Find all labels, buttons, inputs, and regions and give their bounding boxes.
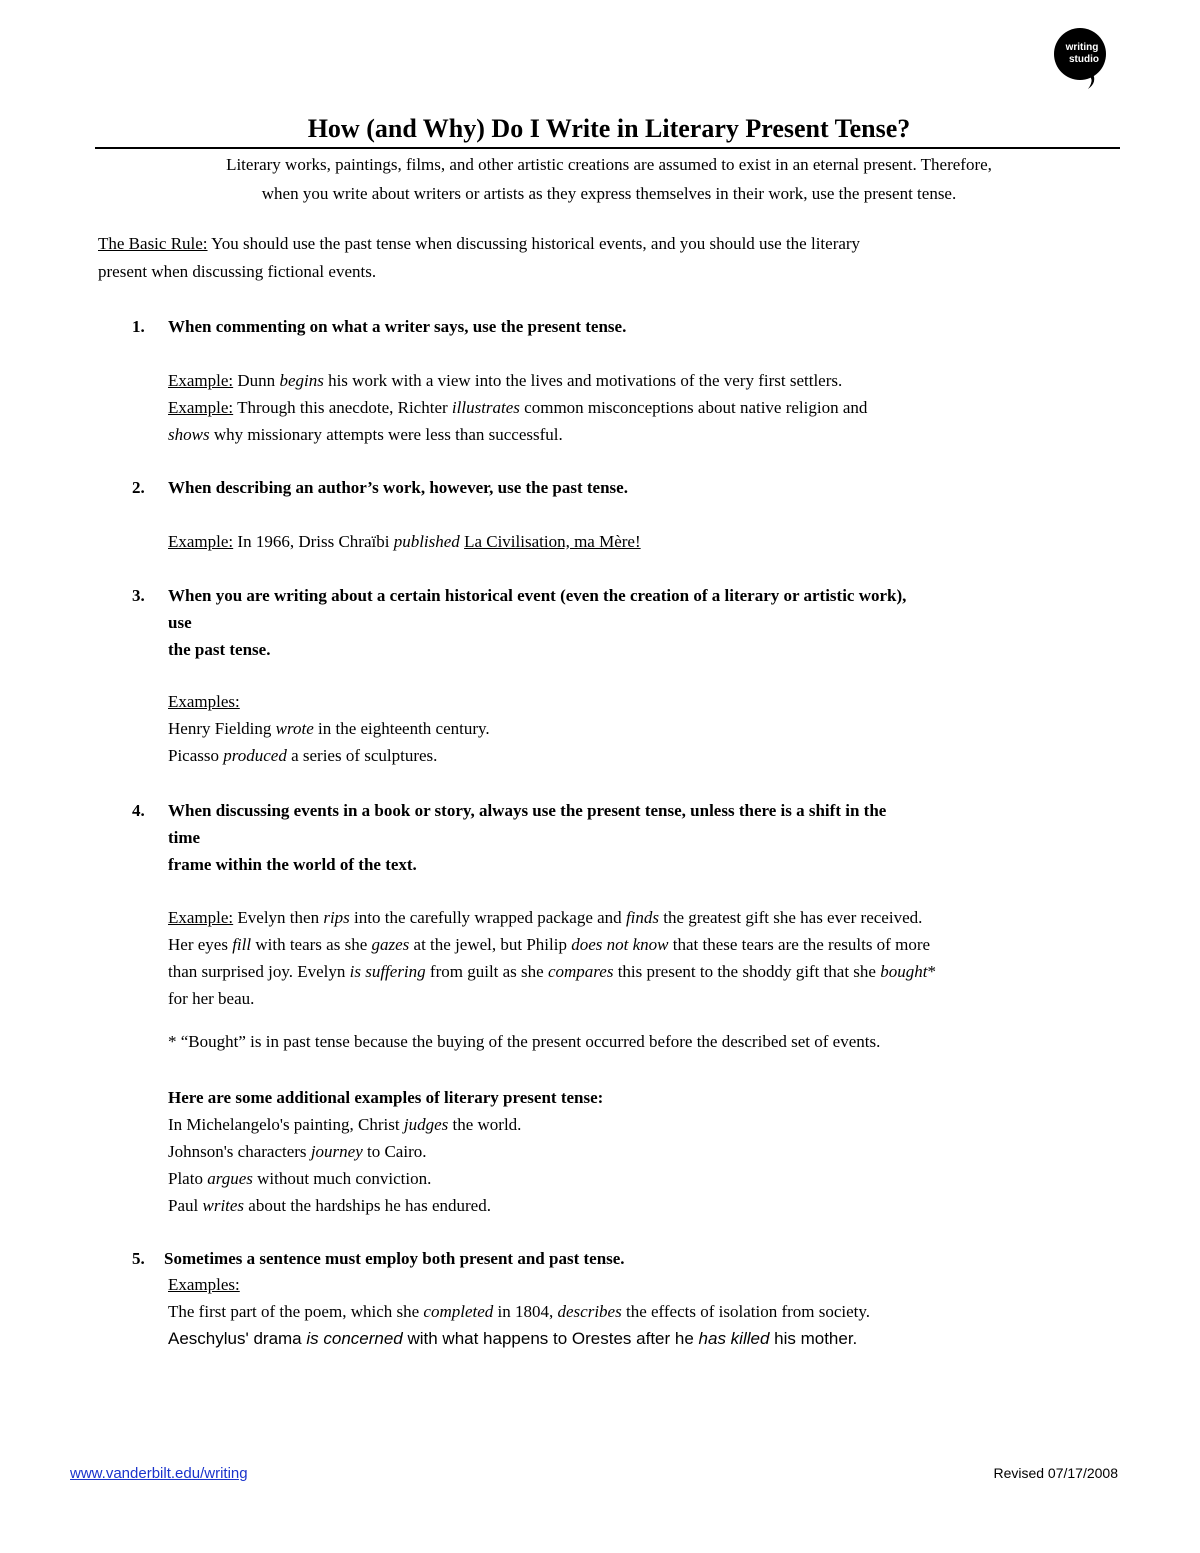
example-label: Example: — [168, 908, 234, 927]
rule-heading: Sometimes a sentence must employ both present and past tense. — [164, 1249, 625, 1268]
intro-line: when you write about writers or artists as they express themselves in their work, use the present tense. — [261, 184, 957, 203]
rule-heading: When you are writing about a certain historical event (even the creation of a literary or artistic work), use the past tense. — [168, 586, 907, 659]
revision-date: Revised 07/17/2008 — [993, 1465, 1118, 1481]
rule-number: 4. — [132, 801, 145, 820]
title-divider — [95, 147, 1120, 149]
intro-paragraph — [98, 150, 1120, 208]
basic-rule-text: You should use the past tense when discussing historical events, and you should use the literary — [207, 234, 861, 253]
basic-rule-paragraph — [98, 230, 1120, 286]
website-link[interactable]: www.vanderbilt.edu/writing — [70, 1465, 248, 1482]
rule-heading: When commenting on what a writer says, use the present tense. — [168, 317, 627, 336]
example-label: Example: — [168, 532, 234, 551]
basic-rule-label: The Basic Rule: — [98, 234, 208, 253]
rule-number: 5. — [132, 1249, 145, 1268]
writing-studio-logo — [1052, 26, 1114, 90]
example-label: Examples: — [168, 1275, 240, 1294]
rule-heading: When describing an author’s work, however, use the past tense. — [168, 478, 628, 497]
logo-bottom-text: studio — [1069, 54, 1099, 65]
rule-examples: Examples: Henry Fielding wrote in the eighteenth century. Picasso produced a series of sculptures. — [168, 688, 1118, 769]
example-label: Example: — [168, 398, 234, 417]
rule-number: 1. — [132, 317, 145, 336]
additional-examples: Here are some additional examples of literary present tense: In Michelangelo's painting, Christ judges the world. Johnson's characters journey to Cairo. Plato argues without much conviction. Paul writes about the hardships he has endured. — [168, 1084, 1118, 1219]
book-title: La Civilisation, ma Mère! — [464, 532, 641, 551]
rule-examples: Example: Evelyn then rips into the carefully wrapped package and finds the greatest gift she has ever received. Her eyes fill with tears as she gazes at the jewel, but Philip does not know that these tears are the results of more than surprised joy. Evelyn is suffering from guilt as she compares this present to the shoddy gift that she bought* for her beau. — [168, 908, 936, 1008]
additional-heading: Here are some additional examples of literary present tense: — [168, 1088, 604, 1107]
rule-heading: When discussing events in a book or story, always use the present tense, unless there is a shift in the time frame within the world of the text. — [168, 801, 887, 874]
example-label: Example: — [168, 371, 234, 390]
basic-rule-text: present when discussing fictional events. — [98, 262, 377, 281]
rule-number: 3. — [132, 586, 145, 605]
rule-examples: Example: In 1966, Driss Chraïbi published La Civilisation, ma Mère! — [168, 532, 641, 551]
rule-number: 2. — [132, 478, 145, 497]
logo-top-text: writing — [1065, 42, 1099, 53]
footnote: * “Bought” is in past tense because the buying of the present occurred before the described set of events. — [168, 1032, 881, 1051]
example-label: Examples: — [168, 692, 240, 711]
rule-examples: Example: Dunn begins his work with a view into the lives and motivations of the very first settlers. Example: Through this anecdote, Richter illustrates common misconceptions about native religion and shows why missionary attempts were less than successful. — [168, 371, 868, 444]
intro-line: Literary works, paintings, films, and other artistic creations are assumed to exist in an eternal present. Therefore, — [226, 155, 992, 174]
page-title: How (and Why) Do I Write in Literary Present Tense? — [307, 114, 911, 143]
rule-examples: Examples: The first part of the poem, which she completed in 1804, describes the effects of isolation from society. Aeschylus' drama is concerned with what happens to Orestes after he has killed his mother. — [168, 1271, 1118, 1352]
